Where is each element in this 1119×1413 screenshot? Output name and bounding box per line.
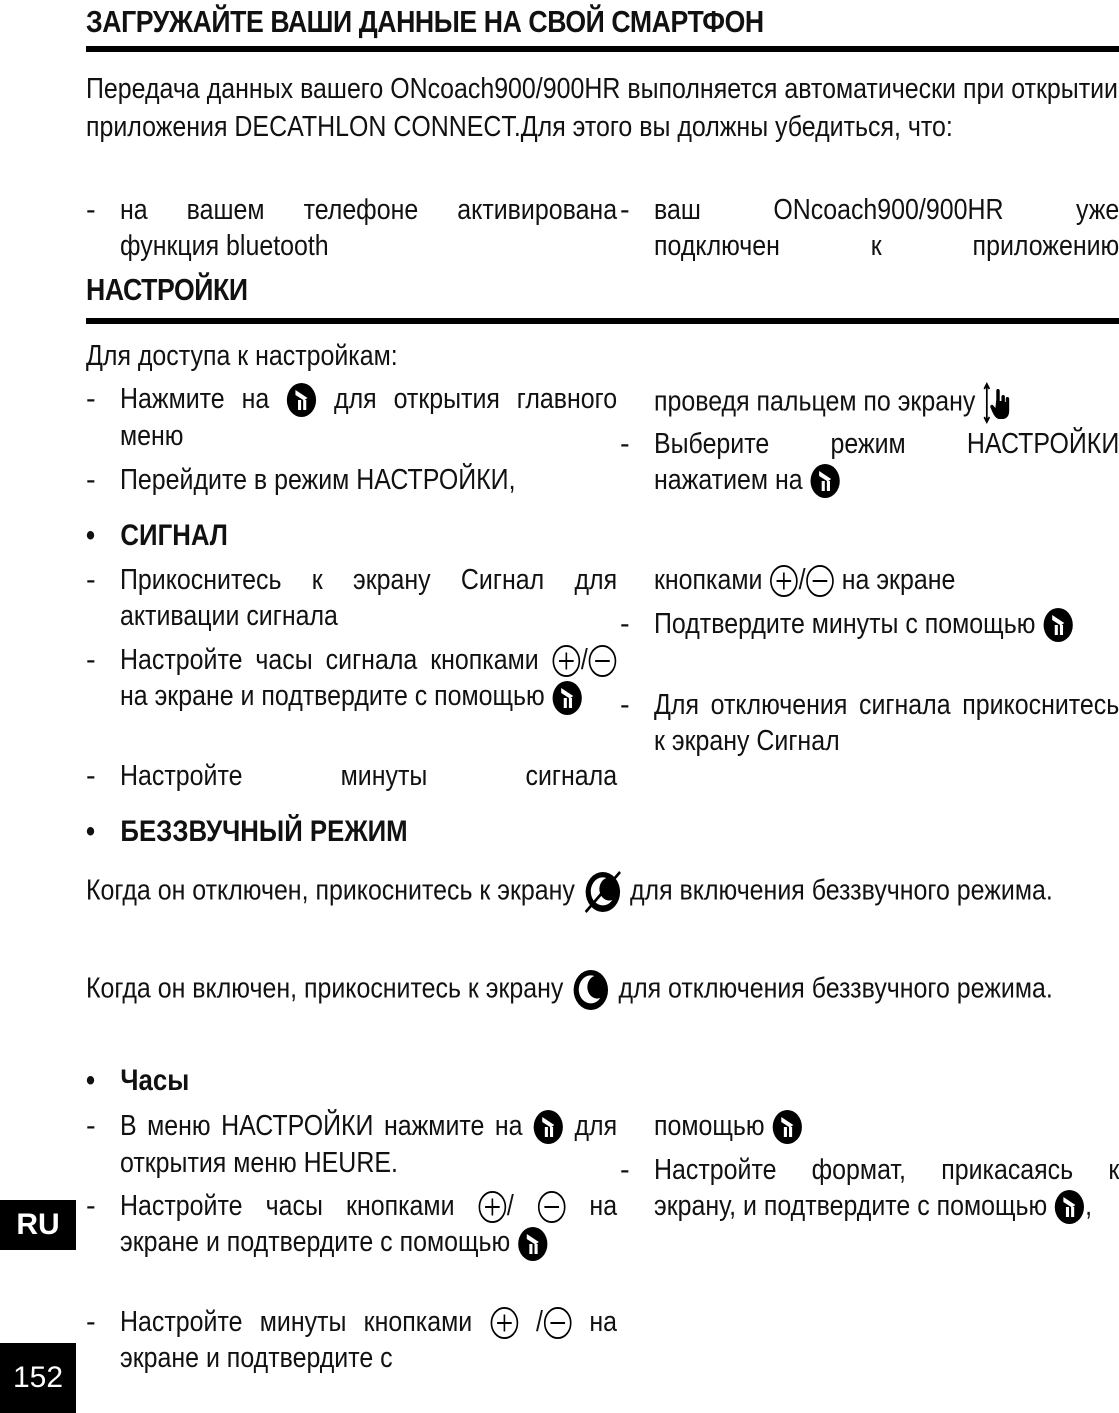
clock-step-open: В меню НАСТРОЙКИ нажмите на для открытия меню HEURE. [120,1110,618,1180]
dash-marker: - [620,689,630,721]
section-title-settings: НАСТРОЙКИ [86,272,248,307]
clock-step-hours: Настройте часы кнопками / на экране и подтвердите с помощью [120,1188,617,1262]
minus-icon [806,564,835,598]
settings-step-open-menu: Нажмите на для открытия главного меню [120,383,618,453]
dash-marker: - [86,760,96,792]
signal-confirm-minutes: Подтвердите минуты с помощью [654,606,1119,643]
title-rule [86,46,1119,52]
dash-marker: - [620,194,630,226]
dash-marker: - [86,1190,96,1222]
clock-hours-continued: помощью [654,1108,1119,1145]
play-pause-icon [772,1109,803,1145]
moon-crossed-icon [582,868,623,916]
section-title-upload: ЗАГРУЖАЙТЕ ВАШИ ДАННЫЕ НА СВОЙ СМАРТФОН [86,4,764,39]
play-pause-icon [1042,607,1073,643]
minus-icon [537,1190,566,1224]
moon-icon [570,966,611,1014]
clock-step-format: Настройте формат, прикасаясь к экрану, и подтвердите с помощью , [654,1152,1119,1225]
signal-minutes-continued: кнопками / на экране [654,562,1119,598]
play-pause-icon [810,463,841,499]
play-pause-icon [286,382,317,418]
play-pause-icon [517,1226,548,1262]
settings-intro: Для доступа к настройкам: [86,340,398,372]
signal-heading: • СИГНАЛ [86,519,228,552]
clock-step-minutes: Настройте минуты кнопками / на экране и подтвердите с [120,1306,618,1375]
dash-marker: - [86,1110,96,1142]
plus-icon [552,644,581,678]
dash-marker: - [86,464,96,496]
swipe-gesture-icon [982,381,1011,425]
play-pause-icon [1054,1189,1085,1225]
dash-marker: - [620,428,630,460]
dash-marker: - [86,1306,96,1338]
signal-step-hours: Настройте часы сигнала кнопками / на экране и подтвердите с помощью [120,642,617,716]
settings-select-mode: Выберите режим НАСТРОЙКИ нажатием на [654,426,1119,499]
play-pause-icon [533,1109,564,1145]
plus-icon [769,564,798,598]
silent-mode-heading: • БЕЗЗВУЧНЫЙ РЕЖИМ [86,815,408,848]
upload-intro: Передача данных вашего ONcoach900/900HR выполняется автоматически при открытии приложения DECATHLON CONNECT.Для этого вы должны убедиться, что: [86,73,1118,143]
dash-marker: - [86,383,96,415]
minus-icon [543,1306,572,1340]
signal-step-activate: Прикоснитесь к экрану Сигнал для активации сигнала [120,564,618,632]
dash-marker: - [620,1154,630,1186]
plus-icon [489,1306,518,1340]
settings-swipe-continued: проведя пальцем по экрану [654,381,1119,425]
settings-step-swipe: Перейдите в режим НАСТРОЙКИ, [120,464,516,496]
minus-icon [588,644,617,678]
clock-heading: • Часы [86,1064,190,1097]
silent-mode-enable: Когда он отключен, прикоснитесь к экрану для включения беззвучного режима. [86,868,1119,916]
signal-disable: Для отключения сигнала прикоснитесь к экрану Сигнал [654,689,1119,757]
play-pause-icon [552,680,583,716]
dash-marker: - [86,644,96,676]
dash-marker: - [86,194,96,226]
silent-mode-disable: Когда он включен, прикоснитесь к экрану для отключения беззвучного режима. [86,966,1119,1014]
plus-icon [478,1190,507,1224]
title-rule [86,318,1119,324]
dash-marker: - [620,608,630,640]
bluetooth-condition: на вашем телефоне активирована функция bluetooth [120,194,618,262]
page-number: 152 [0,1343,76,1413]
dash-marker: - [86,564,96,596]
signal-step-minutes: Настройте минуты сигнала [120,760,618,792]
language-tab: RU [0,1200,76,1250]
app-connected-condition: ваш ONcoach900/900HR уже подключен к приложению [654,194,1119,262]
